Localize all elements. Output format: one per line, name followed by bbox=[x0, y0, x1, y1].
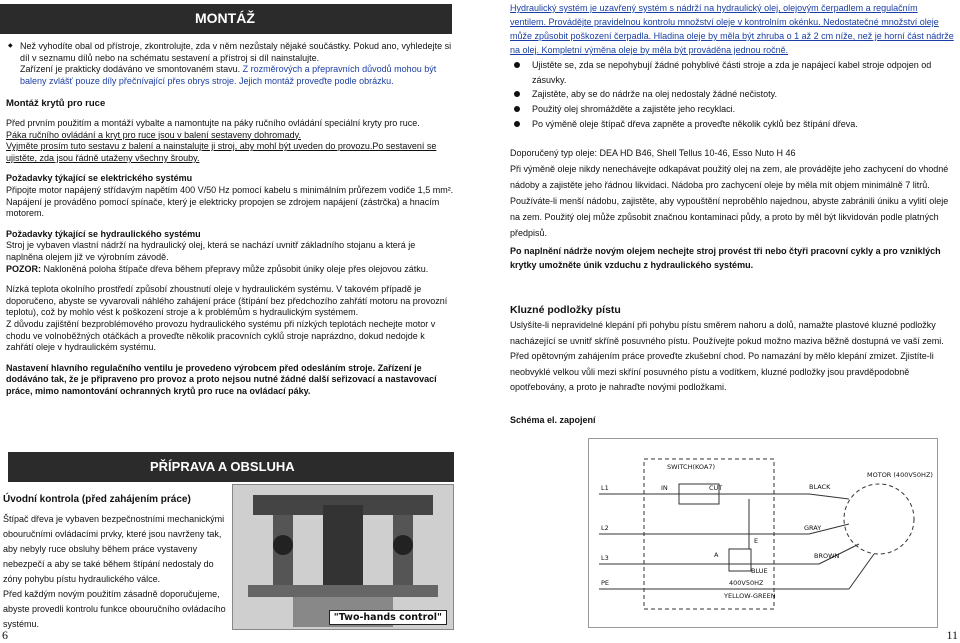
page-number-left: 6 bbox=[2, 628, 8, 642]
mount-p1: Před prvním použitím a montáží vybalte a namontujte na páky ručního ovládání speciální kryty pro ruce. bbox=[6, 118, 420, 128]
elec-text: Připojte motor napájený střídavým napětím 400 V/50 Hz pomocí kabelu s minimálním průřezem vodiče 1,5 mm². Napájení je prováděno pomocí spínače, který je elektricky propojen se zdrojem napájení (zástrčka) a hnacím motorem. bbox=[6, 184, 454, 219]
hyd-text: Stroj je vybaven vlastní nádrží na hydraulický olej, která se nachází uvnitř základního stojanu a která je naplněna olejem již ve výrobním závodě. bbox=[6, 240, 416, 262]
l2-label: L2 bbox=[601, 524, 609, 532]
hydraulic-text-span: Hydraulický systém je uzavřený systém s nádrží na hydraulický olej, olejovým čerpadlem a regulačním ventilem. Provádějte pravidelnou kontrolu množství oleje v kontrolním okénku. Nedostatečné množství oleje může způsobit poškození čerpadla. Hladina oleje by měla být zhruba o 1 až 2 cm níže, než je horní část nádrže na olej. Kompletní výměna oleje by měla být prováděna jednou ročně. bbox=[510, 3, 954, 55]
pozor-line bbox=[6, 264, 454, 276]
intro-line2-blue: Z rozměrových a přepravních důvodů mohou být baleny zvlášť pouze díly přečnívající přes obrys stroje. Jejich montáž proveďte podle obrázku. bbox=[20, 64, 437, 86]
machine-illustration bbox=[233, 485, 454, 630]
temp-text2: Z důvodu zajištění bezproblémového provozu hydraulického systému při nízkých teplotách nechejte motor v chodu ve volnoběžných otáčkách a proveďte několik pracovních cyklů stroje naprázdno, dokud nedojde k zahřátí oleje v hydraulickém systému. bbox=[6, 318, 436, 353]
oil-text2: Při výměně oleje nikdy nenechávejte odkapávat použitý olej na zem, ale provádějte jeho zachycení do vhodné nádoby a zajistěte jeho řádnou likvidaci. Nádoba pro zachycení oleje by měla mít objem minimálně 7 litrů. Používáte-li menší nádobu, zajistěte, aby vypouštění neproběhlo najednou, abyste zabránili úniku a vylití oleje na zem. Použitý olej může způsobit značnou kontaminaci půdy, a proto by měl být likvidován podle platných předpisů. bbox=[510, 164, 949, 238]
intro-bullet-text: Než vyhodíte obal od přístroje, zkontrolujte, zda v něm nezůstaly nějaké součástky. Pokud ano, vyhledejte si díl v seznamu dílů nebo na schématu sestavení a přístroj si díl nainstalujte. bbox=[20, 41, 452, 63]
mount-p2: Páka ručního ovládání a kryt pro ruce jsou v balení sestaveny dohromady. bbox=[6, 129, 301, 140]
slide-section bbox=[510, 318, 954, 396]
valve-text: Nastavení hlavního regulačního ventilu je provedeno výrobcem před odesláním stroje. Zařízení je dodáváno tak, že je připraveno pro provoz a proto nejsou nutné žádné další seřizovací a nastavovací práce, mimo namontování ochranných krytů pro ruce na ovládací páky. bbox=[6, 362, 437, 396]
brown-label: BROWN bbox=[814, 552, 840, 560]
two-hands-photo bbox=[232, 484, 454, 630]
oil-bold: Po naplnění nádrže novým olejem nechejte stroj provést tři nebo čtyři pracovní cykly a pro vzniklých krytky umožněte únik vzduchu z hydraulického systému. bbox=[510, 246, 941, 270]
e-label: E bbox=[754, 537, 759, 545]
black-label: BLACK bbox=[809, 483, 831, 491]
pe-label: PE bbox=[601, 579, 610, 587]
montaz-title: MONTÁŽ bbox=[195, 10, 255, 26]
ctrl-text2: Před každým novým použitím zásadně doporučujeme, abyste provedli kontrolu funkce obouručního ovládacího systému. bbox=[3, 589, 226, 629]
mount-p3: Vyjměte prosím tuto sestavu z balení a nainstalujte ji stroj, aby mohl být uveden do provozu.Po sestavení se ujistěte, zda jsou řádně utaženy všechny šrouby. bbox=[6, 141, 437, 163]
blue-label: BLUE bbox=[751, 567, 768, 575]
priprava-header bbox=[8, 452, 454, 482]
volt-label: 400V50HZ bbox=[729, 579, 764, 587]
bullet-item: Po výměně oleje štípač dřeva zapněte a proveďte několik cyklů bez štípání dřeva. bbox=[512, 117, 956, 132]
in-label: IN bbox=[661, 484, 668, 492]
ctrl-title: Úvodní kontrola (před zahájením práce) bbox=[3, 494, 191, 505]
switch-label: SWITCH(KOA7) bbox=[667, 463, 716, 471]
hydraulic-text bbox=[510, 1, 954, 57]
slide-text2: Před opětovným zahájením práce proveďte zkušební chod. Po namazání by mělo klepání zmizet. Zjistíte-li neobvyklé velkou vůli mezi skříní posuvného pístu a vodítkem, kluzné podložky jsou pravděpodobně opotřebovány, a proto je nahraďte novými podložkami. bbox=[510, 351, 934, 393]
l3-label: L3 bbox=[601, 554, 609, 562]
ctrl-section bbox=[3, 512, 231, 632]
montaz-header bbox=[0, 4, 452, 34]
temp-text: Nízká teplota okolního prostředí způsobí zhoustnutí oleje v hydraulickém systému. V takovém případě je doporučeno, abyste se vyvarovali náhlého zahájení práce (štípání bez předchozího zahřátí motoru na provozní teplotu), což by mohlo vést k poškození stroje a k problémům s hydraulickým systémem. bbox=[6, 284, 448, 318]
mount-section bbox=[6, 118, 454, 397]
priprava-title: PŘÍPRAVA A OBSLUHA bbox=[150, 459, 295, 474]
wiring-lines bbox=[589, 439, 939, 629]
elec-title: Požadavky týkající se elektrického systému bbox=[6, 173, 193, 184]
bullet-item: Ujistěte se, zda se nepohybují žádné pohyblivé části stroje a zda je napájecí kabel stroje odpojen od zásuvky. bbox=[512, 58, 956, 87]
intro-list bbox=[8, 41, 454, 87]
motor-label: MOTOR (400V50HZ) bbox=[867, 471, 933, 479]
yg-label: YELLOW-GREEN bbox=[724, 592, 776, 600]
ctrl-text: Štípač dřeva je vybaven bezpečnostními mechanickými obouručními ovládacími prvky, které jsou navrženy tak, aby nebyly ruce obsluhy během práce vystaveny nebezpečí a aby se také během štípání nedostaly do zóny pohybu pístu hydraulického válce. bbox=[3, 514, 225, 584]
intro-bullet bbox=[8, 41, 454, 87]
wiring-diagram bbox=[588, 438, 938, 628]
oil-section bbox=[510, 145, 954, 241]
left-page bbox=[0, 0, 460, 643]
oil-type: Doporučený typ oleje: DEA HD B46, Shell Tellus 10-46, Esso Nuto H 46 bbox=[510, 148, 796, 158]
scheme-title: Schéma el. zapojení bbox=[510, 415, 596, 425]
cut-label: CUT bbox=[709, 484, 723, 492]
hyd-title: Požadavky týkající se hydraulického systému bbox=[6, 228, 201, 239]
slide-text: Uslyšíte-li nepravidelné klepání při pohybu pístu směrem nahoru a dolů, namažte plastové kluzné podložky nacházející se uvnitř skříně posuvného pístu. Používejte pokud možno maziva běžně dostupná ve vaší zemi. bbox=[510, 320, 944, 346]
oil-bullets bbox=[512, 58, 956, 132]
pozor-label: POZOR: bbox=[6, 263, 41, 274]
bullet-item: Použitý olej shromážděte a zajistěte jeho recyklaci. bbox=[512, 102, 956, 117]
right-page bbox=[480, 0, 960, 643]
l1-label: L1 bbox=[601, 484, 609, 492]
slide-title: Kluzné podložky pístu bbox=[510, 304, 621, 316]
bullet-item: Zajistěte, aby se do nádrže na olej nedostaly žádné nečistoty. bbox=[512, 87, 956, 102]
a-label: A bbox=[714, 551, 719, 559]
mount-title: Montáž krytů pro ruce bbox=[6, 98, 106, 109]
gray-label: GRAY bbox=[804, 524, 822, 532]
pozor-text: Nakloněná poloha štípače dřeva během přepravy může způsobit úniky oleje přes olejovou zátku. bbox=[41, 263, 429, 274]
page-number-right: 11 bbox=[946, 628, 958, 642]
intro-line2: Zařízení je prakticky dodáváno ve smontovaném stavu. bbox=[20, 64, 241, 74]
two-hands-label: "Two-hands control" bbox=[329, 610, 447, 625]
